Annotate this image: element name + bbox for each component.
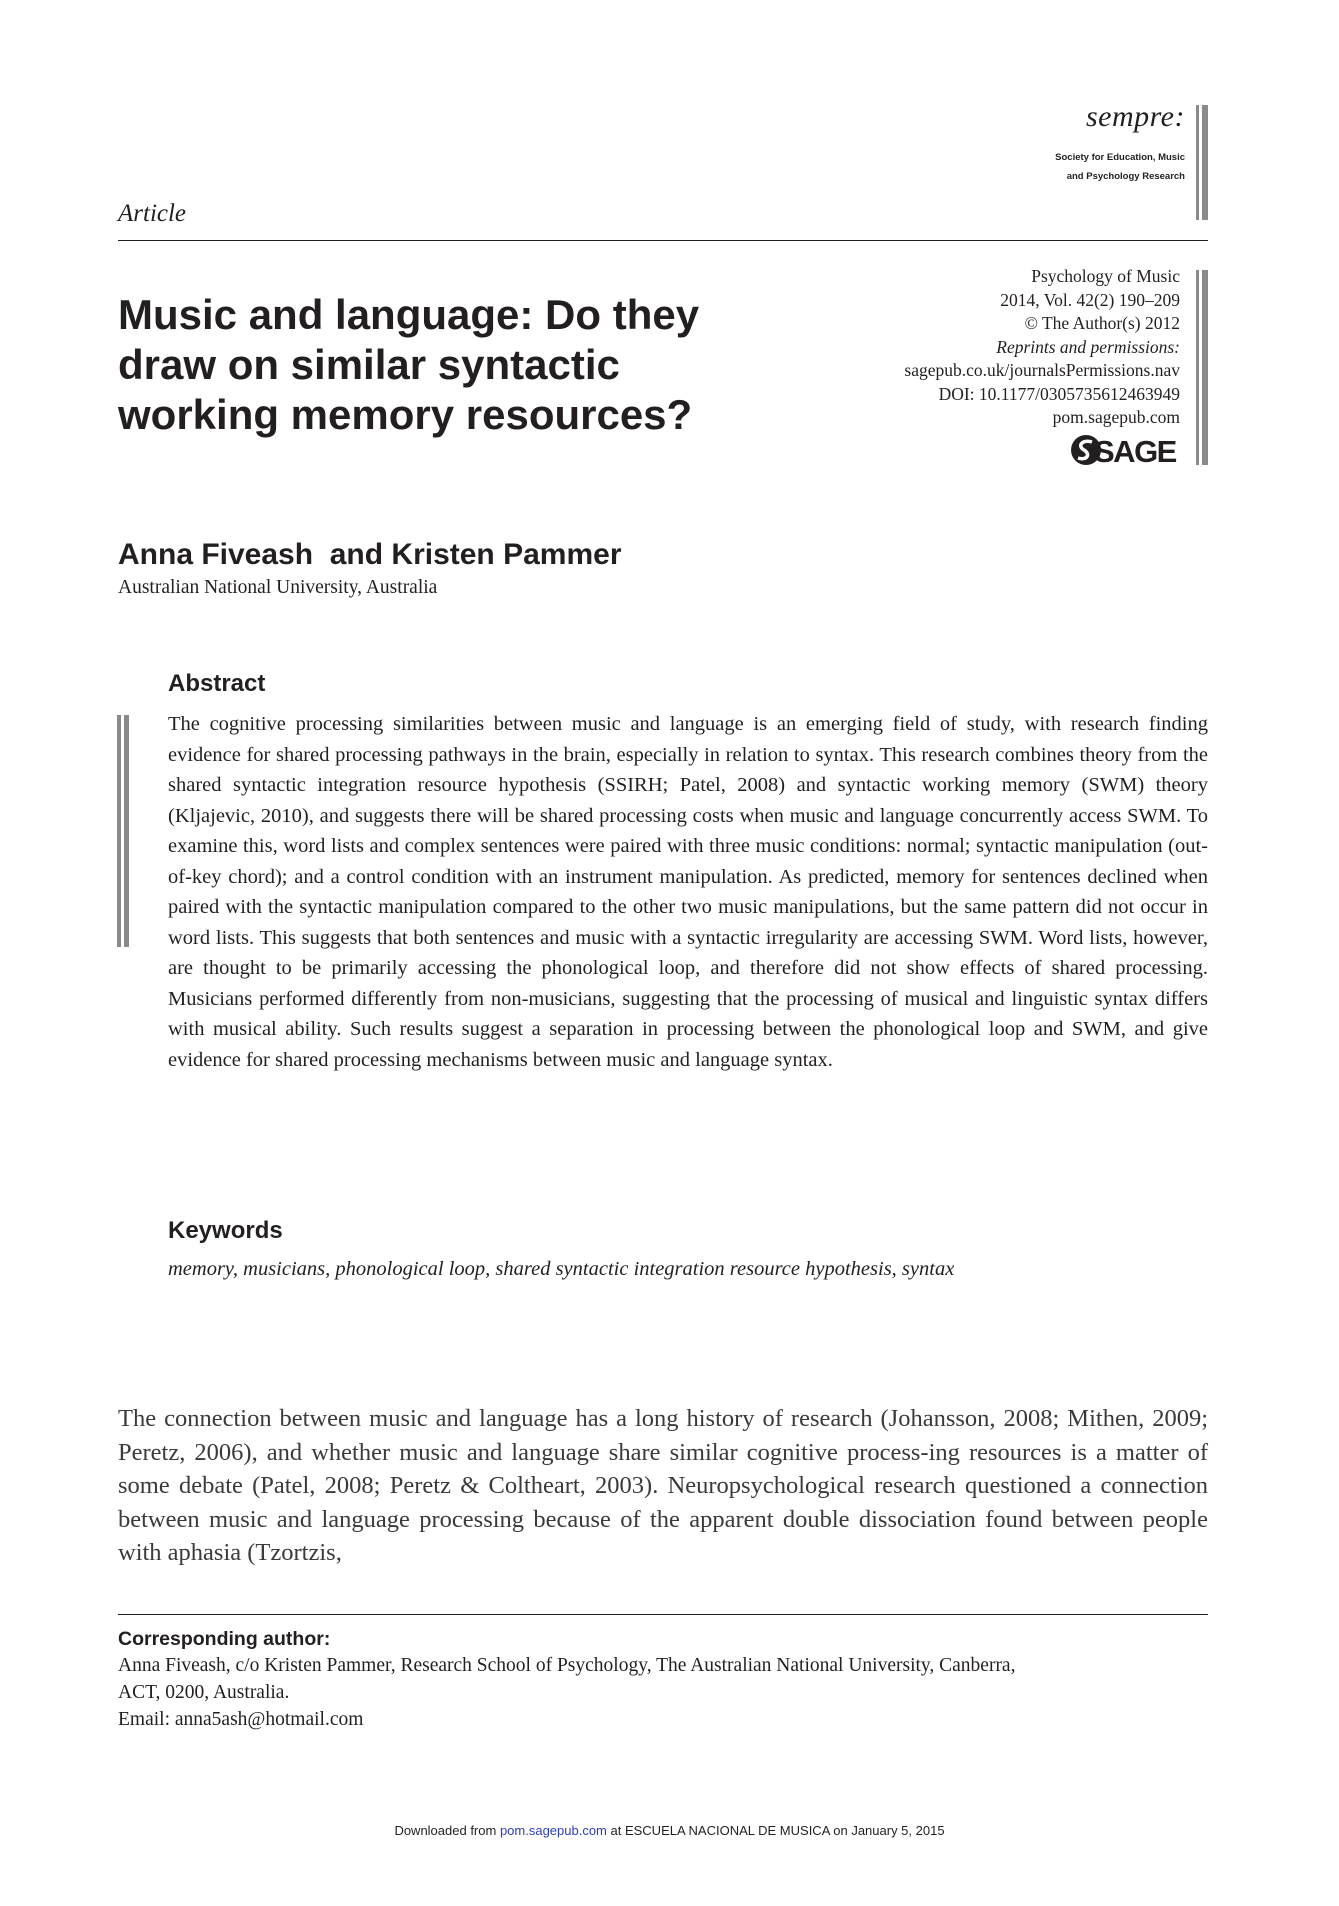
- corresponding-author-heading: Corresponding author:: [118, 1628, 331, 1650]
- abstract-side-bar-thick: [124, 715, 129, 947]
- corresponding-author-address: Anna Fiveash, c/o Kristen Pammer, Research School of Psychology, The Australian National University, Canberra,: [118, 1655, 1016, 1676]
- keywords-heading: Keywords: [168, 1217, 283, 1244]
- footnote-rule: [118, 1614, 1208, 1615]
- corresponding-author-email[interactable]: Email: anna5ash@hotmail.com: [118, 1709, 364, 1730]
- sempre-logo: [1010, 100, 1185, 186]
- article-title: Music and language: Do they draw on similar syntactic working memory resources?: [118, 291, 700, 438]
- download-note: Downloaded from pom.sagepub.com at ESCUELA NACIONAL DE MUSICA on January 5, 2015: [394, 1823, 945, 1838]
- authors: Anna Fiveash and Kristen Pammer: [118, 538, 622, 571]
- copyright: © The Author(s) 2012: [1024, 313, 1180, 333]
- logo-side-bar-thick: [1202, 105, 1208, 220]
- abstract-heading: Abstract: [168, 670, 266, 697]
- header-rule: [118, 240, 1208, 241]
- sage-logo-icon: [1070, 433, 1182, 467]
- journal-volume: 2014, Vol. 42(2) 190–209: [1000, 289, 1180, 310]
- permissions-url[interactable]: sagepub.co.uk/journalsPermissions.nav: [904, 360, 1180, 380]
- logo-side-bar: [1196, 105, 1199, 220]
- sempre-logo-name: sempre:: [1085, 100, 1185, 133]
- corresponding-author-address-cont: ACT, 0200, Australia.: [118, 1682, 290, 1703]
- journal-info: [820, 265, 1180, 430]
- permissions-heading: Reprints and permissions:: [996, 336, 1180, 357]
- abstract-side-bar: [117, 715, 121, 947]
- doi[interactable]: DOI: 10.1177/0305735612463949: [938, 383, 1180, 404]
- keywords-list: memory, musicians, phonological loop, shared syntactic integration resource hypothesis, syntax: [168, 1258, 955, 1280]
- journal-site[interactable]: pom.sagepub.com: [1052, 407, 1180, 427]
- info-side-bar-thick: [1202, 270, 1208, 465]
- download-link[interactable]: pom.sagepub.com: [499, 1823, 607, 1838]
- body-paragraph: The connection between music and language has a long history of research (Johansson, 2008; Mithen, 2009; Peretz, 2006), and whether music and language share similar cognitive process-ing resources is a matter of some debate (Patel, 2008; Peretz & Coltheart, 2003). Neuropsychological research questioned a connection between music and language processing because of the apparent double dissociation found between people with aphasia (Tzortzis,: [118, 1405, 1208, 1567]
- abstract-text: The cognitive processing similarities between music and language is an emerging field of study, with research finding evidence for shared processing pathways in the brain, especially in relation to syntax. This research combines theory from the shared syntactic integration resource hypothesis (SSIRH; Patel, 2008) and syntactic working memory (SWM) theory (Kljajevic, 2010), and suggests there will be shared processing costs when music and language concurrently access SWM. To examine this, word lists and complex sentences were paired with three music conditions: normal; syntactic manipulation (out-of-key chord); and a control condition with an instrument manipulation. As predicted, memory for sentences declined when paired with the syntactic manipulation compared to the other two music manipulations, but the same pattern did not occur in word lists. This suggests that both sentences and music with a syntactic irregularity are accessing SWM. Word lists, however, are thought to be primarily accessing the phonological loop, and therefore did not show effects of shared processing. Musicians performed differently from non-musicians, suggesting that the processing of musical and linguistic syntax differs with musical ability. Such results suggest a separation in processing between the phonological loop and SWM, and give evidence for shared processing mechanisms between music and language syntax.: [168, 713, 1208, 1071]
- article-type-label: Article: [118, 200, 187, 227]
- sage-logo-text: SAGE: [1094, 434, 1176, 467]
- sempre-logo-tagline: Society for Education, Music and Psychology Research: [1055, 152, 1185, 182]
- info-side-bar: [1196, 270, 1199, 465]
- journal-name: Psychology of Music: [1031, 266, 1180, 286]
- affiliation: Australian National University, Australia: [118, 577, 438, 598]
